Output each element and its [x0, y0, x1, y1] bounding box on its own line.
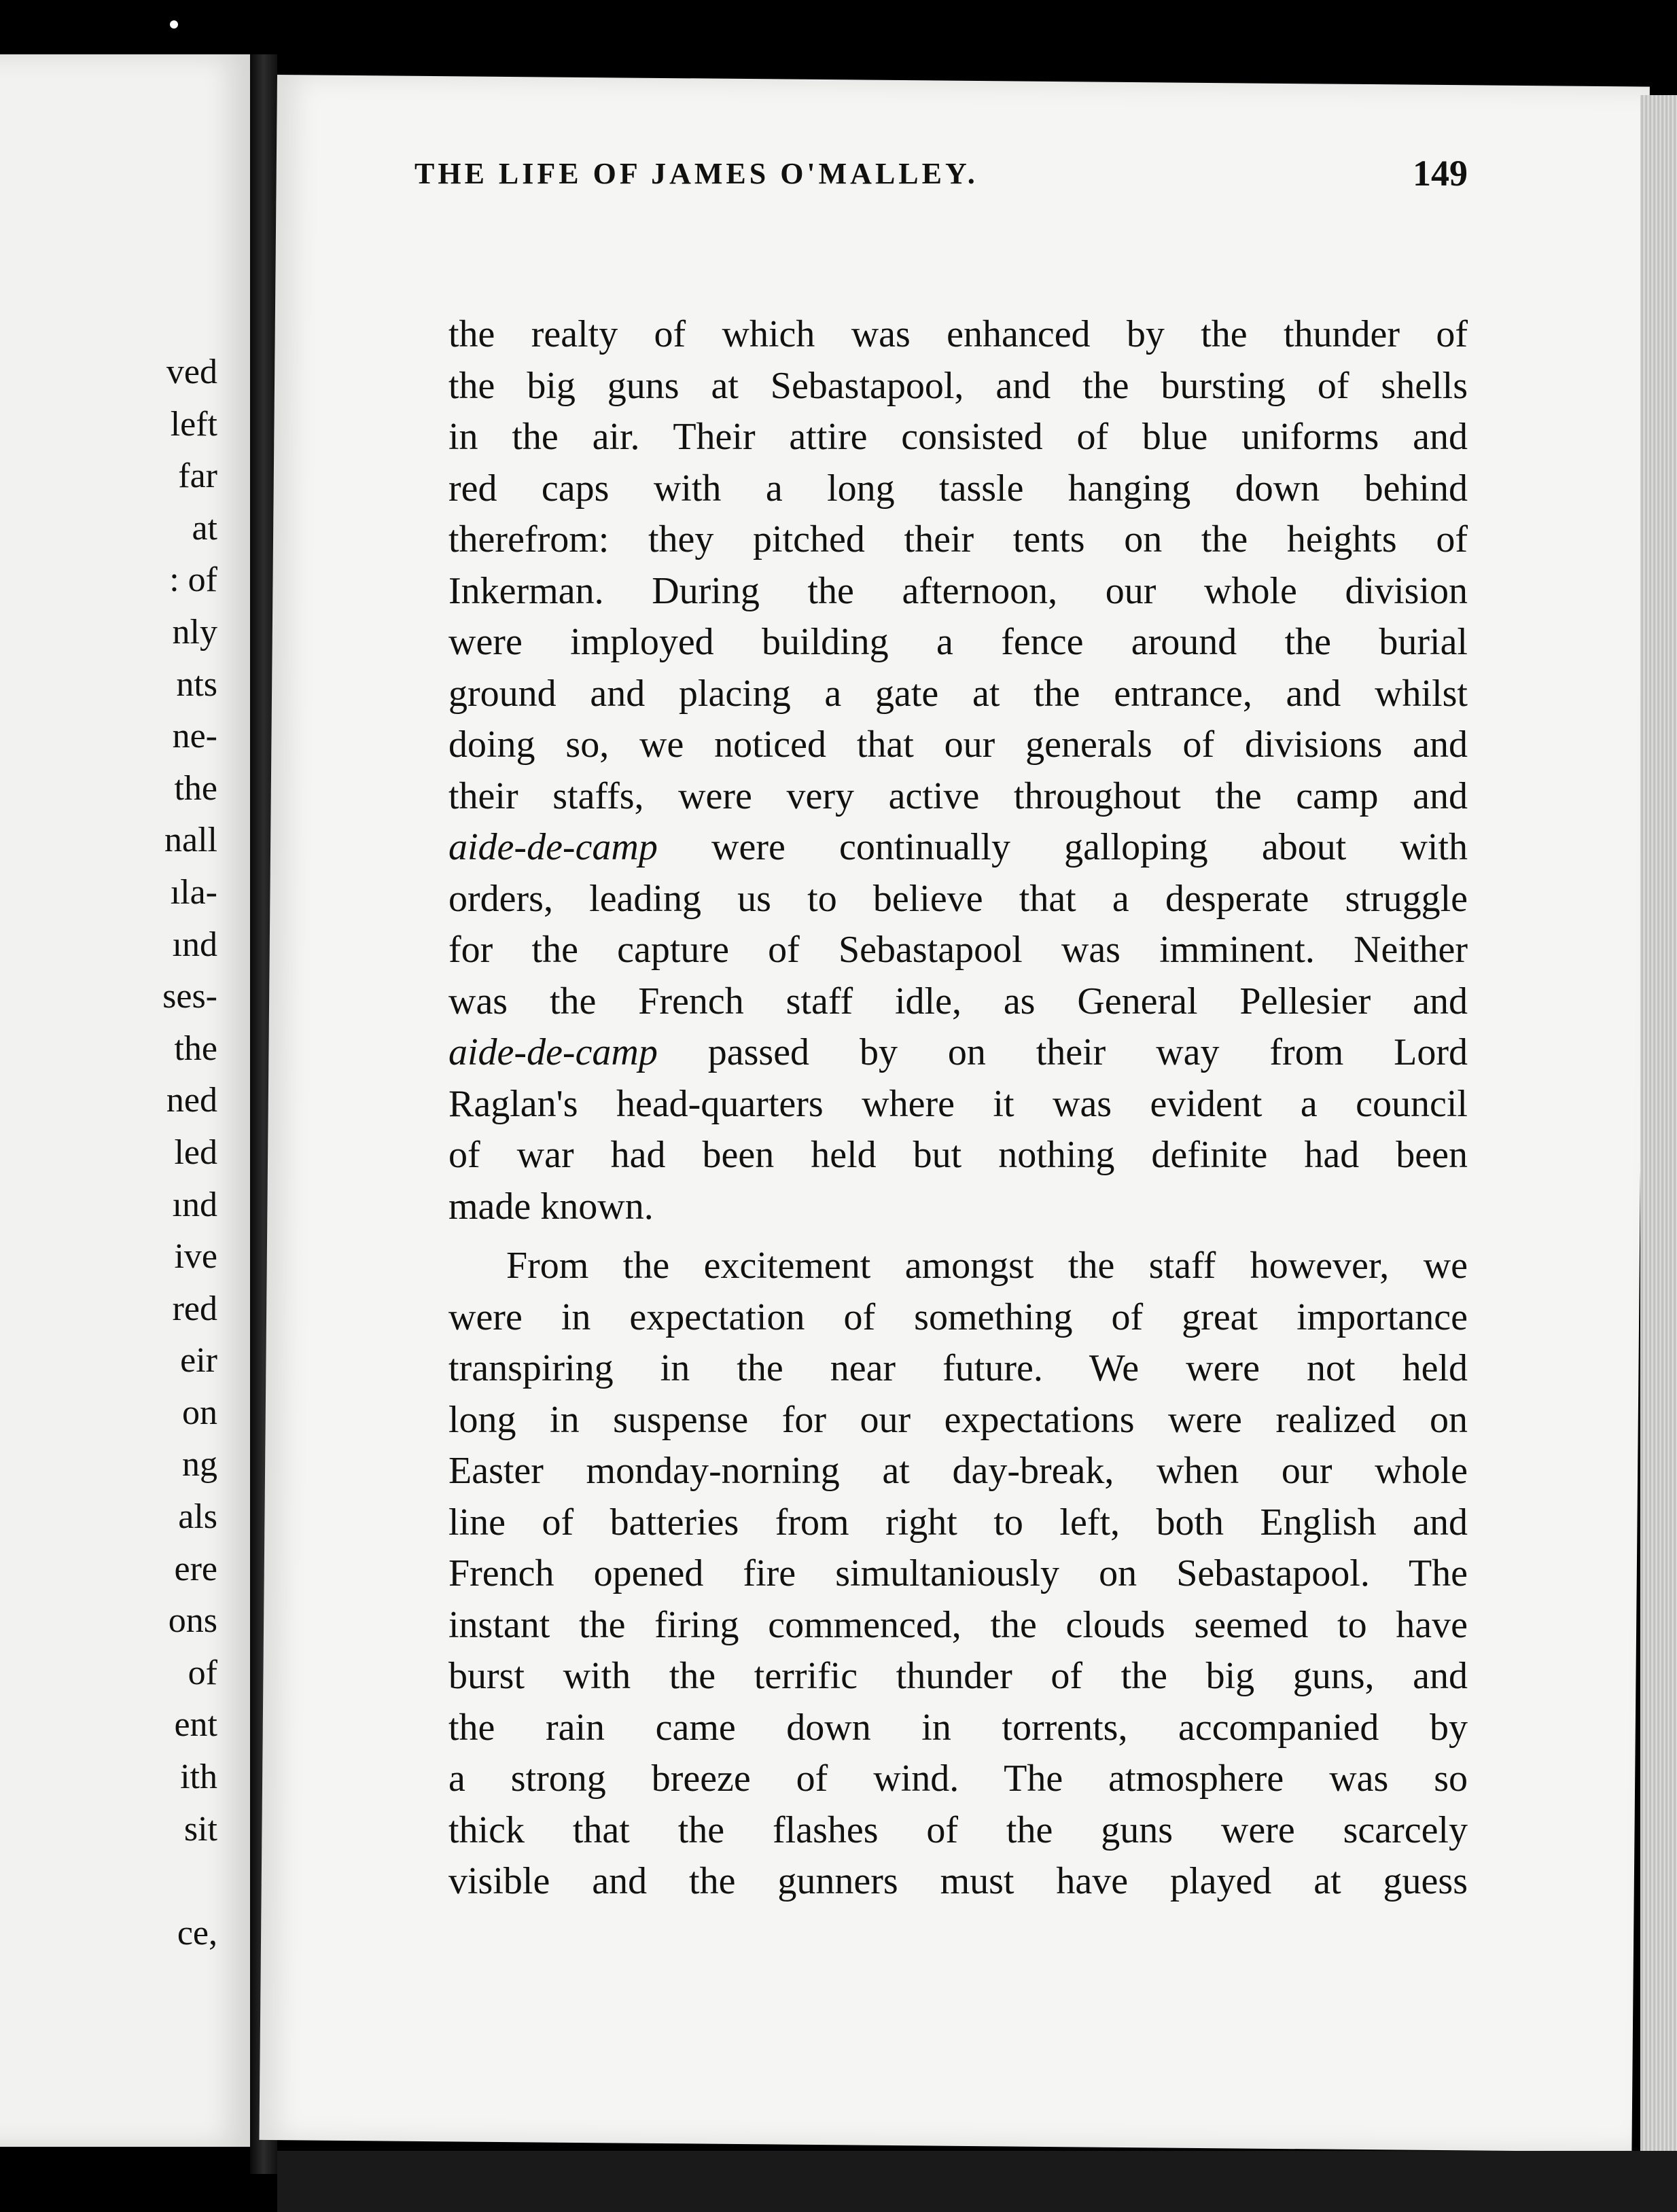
running-head	[414, 153, 1468, 211]
text-line: the realty of which was enhanced by the thunder of	[448, 313, 1468, 355]
left-fragment: ne-	[172, 717, 217, 756]
left-fragment: of	[188, 1653, 217, 1692]
text-line: thick that the flashes of the guns were scarcely	[448, 1808, 1468, 1851]
text-line: burst with the terrific thunder of the big guns, and	[448, 1655, 1468, 1697]
left-fragment: ons	[168, 1601, 217, 1641]
text-line: instant the firing commenced, the clouds seemed to have	[448, 1603, 1468, 1646]
scan-speck	[170, 20, 178, 29]
text-line: From the excitement amongst the staff however, we	[506, 1245, 1468, 1287]
paragraph-1	[448, 309, 1468, 1232]
text-line: line of batteries from right to left, both English and	[448, 1501, 1468, 1544]
left-fragment: ınd	[172, 1185, 217, 1224]
text-line: a strong breeze of wind. The atmosphere was so	[448, 1758, 1468, 1800]
text-line: the big guns at Sebastapool, and the bursting of shells	[448, 364, 1468, 407]
text-line: Inkerman. During the afternoon, our whole division	[448, 569, 1468, 612]
left-fragment: left	[170, 404, 217, 444]
text-line: orders, leading us to believe that a desperate struggle	[448, 877, 1468, 920]
left-fragment: ive	[174, 1237, 217, 1277]
left-fragment	[0, 1855, 245, 1908]
left-page-text-fragments	[0, 346, 245, 1959]
text-line: doing so, we noticed that our generals of divisions and	[448, 724, 1468, 766]
text-line: was the French staff idle, as General Pellesier and	[448, 980, 1468, 1022]
text-line: visible and the gunners must have played at guess	[448, 1860, 1468, 1902]
text-line: made known.	[448, 1185, 654, 1228]
left-fragment: ce,	[177, 1913, 217, 1952]
text-line: Raglan's head-quarters where it was evident a council	[448, 1082, 1468, 1125]
left-fragment: ınd	[172, 925, 217, 964]
text-line: of war had been held but nothing definite had been	[448, 1134, 1468, 1176]
running-title: THE LIFE OF JAMES O'MALLEY.	[414, 157, 978, 190]
page-edges	[1640, 95, 1677, 2174]
left-fragment: ith	[180, 1758, 217, 1797]
left-fragment: ere	[174, 1549, 217, 1588]
left-fragment: the	[174, 1029, 217, 1068]
left-fragment: far	[178, 457, 217, 496]
left-page	[0, 54, 253, 2147]
left-fragment: sit	[183, 1809, 217, 1849]
left-fragment: eir	[180, 1341, 217, 1380]
left-fragment: ved	[166, 353, 217, 391]
text-line: ground and placing a gate at the entrance, and whilst	[448, 672, 1468, 715]
left-fragment: als	[178, 1497, 217, 1537]
left-fragment: led	[174, 1132, 217, 1172]
page-number: 149	[1413, 153, 1468, 194]
left-fragment: ent	[174, 1705, 217, 1745]
left-fragment: nall	[164, 821, 217, 860]
left-fragment: on	[182, 1393, 217, 1432]
text-line: therefrom: they pitched their tents on the heights of	[448, 518, 1468, 560]
left-fragment: nly	[172, 612, 217, 652]
left-fragment: at	[192, 508, 217, 548]
text-line: transpiring in the near future. We were not held	[448, 1347, 1468, 1389]
text-line: aide-de-camp were continually galloping about with	[448, 826, 1468, 868]
left-fragment: ses-	[162, 977, 217, 1016]
text-line: French opened fire simultaniously on Sebastapool. The	[448, 1552, 1468, 1594]
left-fragment: : of	[169, 560, 217, 600]
text-line: red caps with a long tassle hanging down behind	[448, 467, 1468, 510]
paragraph-2	[448, 1241, 1468, 1908]
left-fragment: ıla-	[170, 872, 217, 912]
text-line: long in suspense for our expectations were realized on	[448, 1398, 1468, 1441]
left-fragment: ned	[166, 1081, 217, 1120]
text-line: were imployed building a fence around the burial	[448, 621, 1468, 663]
left-fragment: the	[174, 768, 217, 808]
text-line: in the air. Their attire consisted of blue uniforms and	[448, 416, 1468, 458]
book-bottom-edge	[277, 2151, 1677, 2212]
text-line: for the capture of Sebastapool was imminent. Neither	[448, 929, 1468, 971]
text-line: the rain came down in torrents, accompanied by	[448, 1706, 1468, 1749]
text-line: were in expectation of something of great importance	[448, 1296, 1468, 1338]
text-line: their staffs, were very active throughout the camp and	[448, 774, 1468, 817]
left-fragment: red	[172, 1289, 217, 1328]
left-fragment: ng	[182, 1445, 217, 1484]
text-line: Easter monday-norning at day-break, when our whole	[448, 1450, 1468, 1492]
text-line: aide-de-camp passed by on their way from Lord	[448, 1031, 1468, 1073]
left-fragment: nts	[176, 664, 217, 704]
body-text	[448, 309, 1468, 1908]
